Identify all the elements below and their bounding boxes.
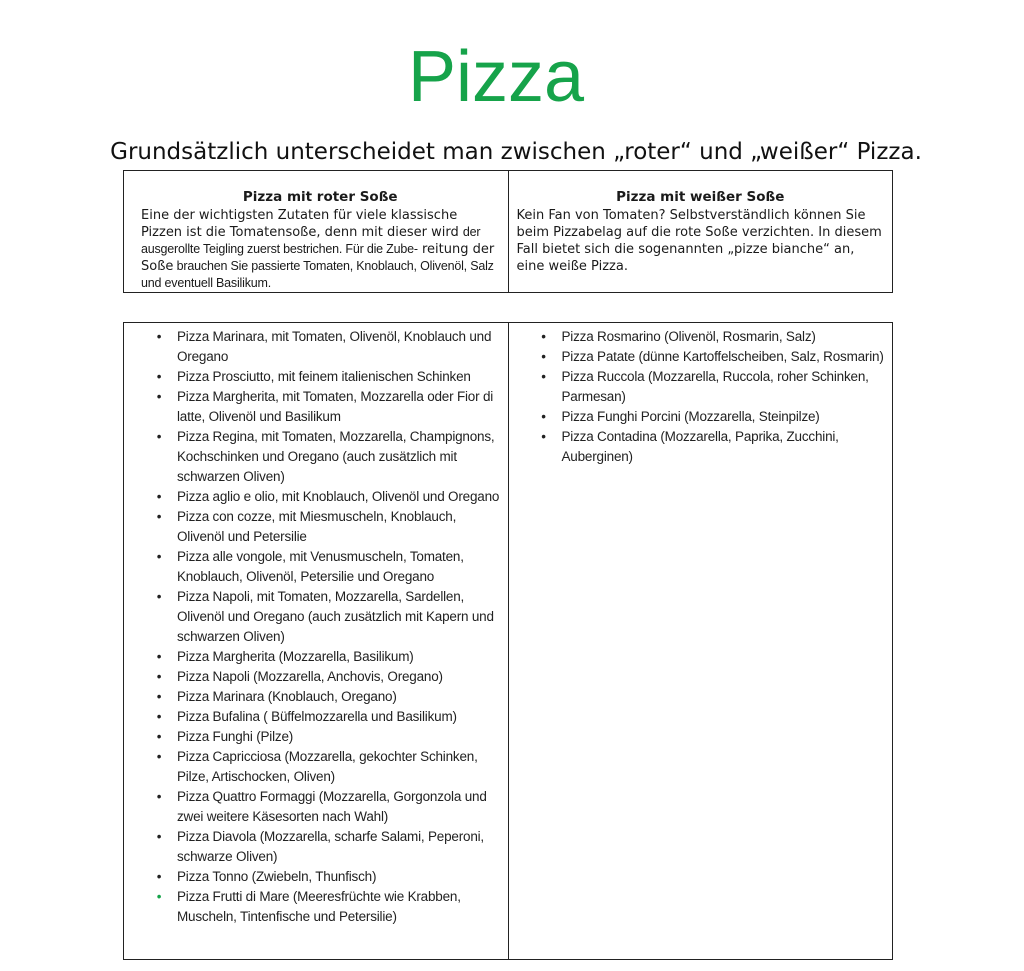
bullet-icon: • xyxy=(156,329,162,344)
list-item-text: Pizza Ruccola (Mozzarella, Ruccola, roher Schinken, Parmesan) xyxy=(561,369,869,404)
bullet-icon: • xyxy=(156,749,162,764)
list-item xyxy=(156,387,502,427)
white-sauce-text: Kein Fan von Tomaten? Selbstverständlich können Sie beim Pizzabelag auf die rote Soße verzichten. In diesem Fall bietet sich die sogenannten „pizze bianche“ an, eine weiße Pizza. xyxy=(516,208,882,274)
list-item-text: Pizza Prosciutto, mit feinem italienischen Schinken xyxy=(177,369,471,384)
red-sauce-text-part4: brauchen Sie passierte Tomaten, Knoblauch, Olivenöl, Salz und eventuell Basilikum. xyxy=(141,259,494,290)
sauce-table xyxy=(123,170,893,293)
list-item-text: Pizza Frutti di Mare (Meeresfrüchte wie Krabben, Muscheln, Tintenfische und Petersilie) xyxy=(177,889,461,924)
list-item-text: Pizza con cozze, mit Miesmuscheln, Knoblauch, Olivenöl und Petersilie xyxy=(177,509,457,544)
list-item xyxy=(156,747,502,787)
list-item xyxy=(156,787,502,827)
list-item xyxy=(156,667,502,687)
list-item xyxy=(156,367,502,387)
list-item-text: Pizza Regina, mit Tomaten, Mozzarella, Champignons, Kochschinken und Oregano (auch zusätzlich mit schwarzen Oliven) xyxy=(177,429,495,484)
red-sauce-text-part1: Eine der wichtigsten Zutaten für viele klassische Pizzen ist die Tomatensoße, denn mit dieser wird xyxy=(141,208,463,240)
bullet-icon: • xyxy=(156,869,162,884)
list-item-text: Pizza Marinara (Knoblauch, Oregano) xyxy=(177,689,397,704)
list-item xyxy=(156,427,502,487)
list-item-text: Pizza Margherita, mit Tomaten, Mozzarella oder Fior di latte, Olivenöl und Basilikum xyxy=(177,389,494,424)
list-item-text: Pizza alle vongole, mit Venusmuscheln, Tomaten, Knoblauch, Olivenöl, Petersilie und Oregano xyxy=(177,549,464,584)
list-item xyxy=(156,727,502,747)
bullet-icon: • xyxy=(156,709,162,724)
pizza-lists-table xyxy=(123,322,893,960)
red-sauce-heading: Pizza mit roter Soße xyxy=(242,189,398,205)
list-item-text: Pizza Funghi Porcini (Mozzarella, Steinpilze) xyxy=(561,409,820,424)
red-pizza-list-cell xyxy=(124,323,509,960)
red-pizza-list xyxy=(124,327,508,927)
page-title: Pizza xyxy=(407,37,585,117)
bullet-icon: • xyxy=(156,789,162,804)
list-item-text: Pizza Capricciosa (Mozzarella, gekochter Schinken, Pilze, Artischocken, Oliven) xyxy=(177,749,478,784)
white-sauce-heading: Pizza mit weißer Soße xyxy=(616,189,785,205)
list-item xyxy=(541,327,887,347)
red-sauce-text-part3: reitung der Soße xyxy=(141,242,495,274)
list-item xyxy=(156,547,502,587)
list-item xyxy=(156,327,502,367)
bullet-icon: • xyxy=(156,589,162,604)
list-item-text: Pizza Quattro Formaggi (Mozzarella, Gorgonzola und zwei weitere Käsesorten nach Wahl) xyxy=(177,789,487,824)
list-item xyxy=(156,587,502,647)
bullet-icon: • xyxy=(156,729,162,744)
list-item xyxy=(541,427,887,467)
bullet-icon: • xyxy=(541,329,546,344)
red-sauce-text xyxy=(141,207,500,292)
list-item-text: Pizza Patate (dünne Kartoffelscheiben, Salz, Rosmarin) xyxy=(561,349,884,364)
list-item xyxy=(156,647,502,667)
list-item xyxy=(156,827,502,867)
list-item-text: Pizza Marinara, mit Tomaten, Olivenöl, Knoblauch und Oregano xyxy=(177,329,492,364)
bullet-icon: • xyxy=(541,429,546,444)
bullet-icon: • xyxy=(541,409,546,424)
white-pizza-list-cell xyxy=(508,323,893,960)
bullet-icon: • xyxy=(156,509,162,524)
list-item xyxy=(156,707,502,727)
list-item-text: Pizza Contadina (Mozzarella, Paprika, Zucchini, Auberginen) xyxy=(561,429,839,464)
list-item xyxy=(156,867,502,887)
page-subtitle: Grundsätzlich unterscheidet man zwischen „roter“ und „weißer“ Pizza. xyxy=(110,139,922,165)
bullet-icon: • xyxy=(156,429,162,444)
list-item-text: Pizza Diavola (Mozzarella, scharfe Salami, Peperoni, schwarze Oliven) xyxy=(177,829,484,864)
list-item-text: Pizza Margherita (Mozzarella, Basilikum) xyxy=(177,649,414,664)
bullet-icon: • xyxy=(156,369,162,384)
bullet-icon: • xyxy=(156,889,162,904)
bullet-icon: • xyxy=(156,669,162,684)
red-sauce-cell xyxy=(124,171,509,293)
list-item-text: Pizza Bufalina ( Büffelmozzarella und Basilikum) xyxy=(177,709,457,724)
list-item-text: Pizza aglio e olio, mit Knoblauch, Olivenöl und Oregano xyxy=(177,489,500,504)
list-item-text: Pizza Napoli, mit Tomaten, Mozzarella, Sardellen, Olivenöl und Oregano (auch zusätzlich mit Kapern und schwarzen Oliven) xyxy=(177,589,494,644)
list-item-text: Pizza Funghi (Pilze) xyxy=(177,729,294,744)
bullet-icon: • xyxy=(156,489,162,504)
list-item-text: Pizza Rosmarino (Olivenöl, Rosmarin, Salz) xyxy=(561,329,816,344)
list-item-text: Pizza Tonno (Zwiebeln, Thunfisch) xyxy=(177,869,377,884)
bullet-icon: • xyxy=(156,389,162,404)
list-item xyxy=(156,507,502,547)
bullet-icon: • xyxy=(156,829,162,844)
white-pizza-list xyxy=(509,327,893,467)
bullet-icon: • xyxy=(156,549,162,564)
list-item-text: Pizza Napoli (Mozzarella, Anchovis, Oregano) xyxy=(177,669,443,684)
list-item xyxy=(541,407,887,427)
bullet-icon: • xyxy=(156,689,162,704)
bullet-icon: • xyxy=(541,369,546,384)
red-sauce-text-part2: der ausgerollte Teigling zuerst bestrichen. Für die Zube- xyxy=(141,225,481,256)
list-item xyxy=(156,687,502,707)
white-sauce-cell xyxy=(508,171,893,293)
bullet-icon: • xyxy=(156,649,162,664)
list-item xyxy=(541,347,887,367)
bullet-icon: • xyxy=(541,349,546,364)
list-item xyxy=(541,367,887,407)
list-item xyxy=(156,887,502,927)
list-item xyxy=(156,487,502,507)
